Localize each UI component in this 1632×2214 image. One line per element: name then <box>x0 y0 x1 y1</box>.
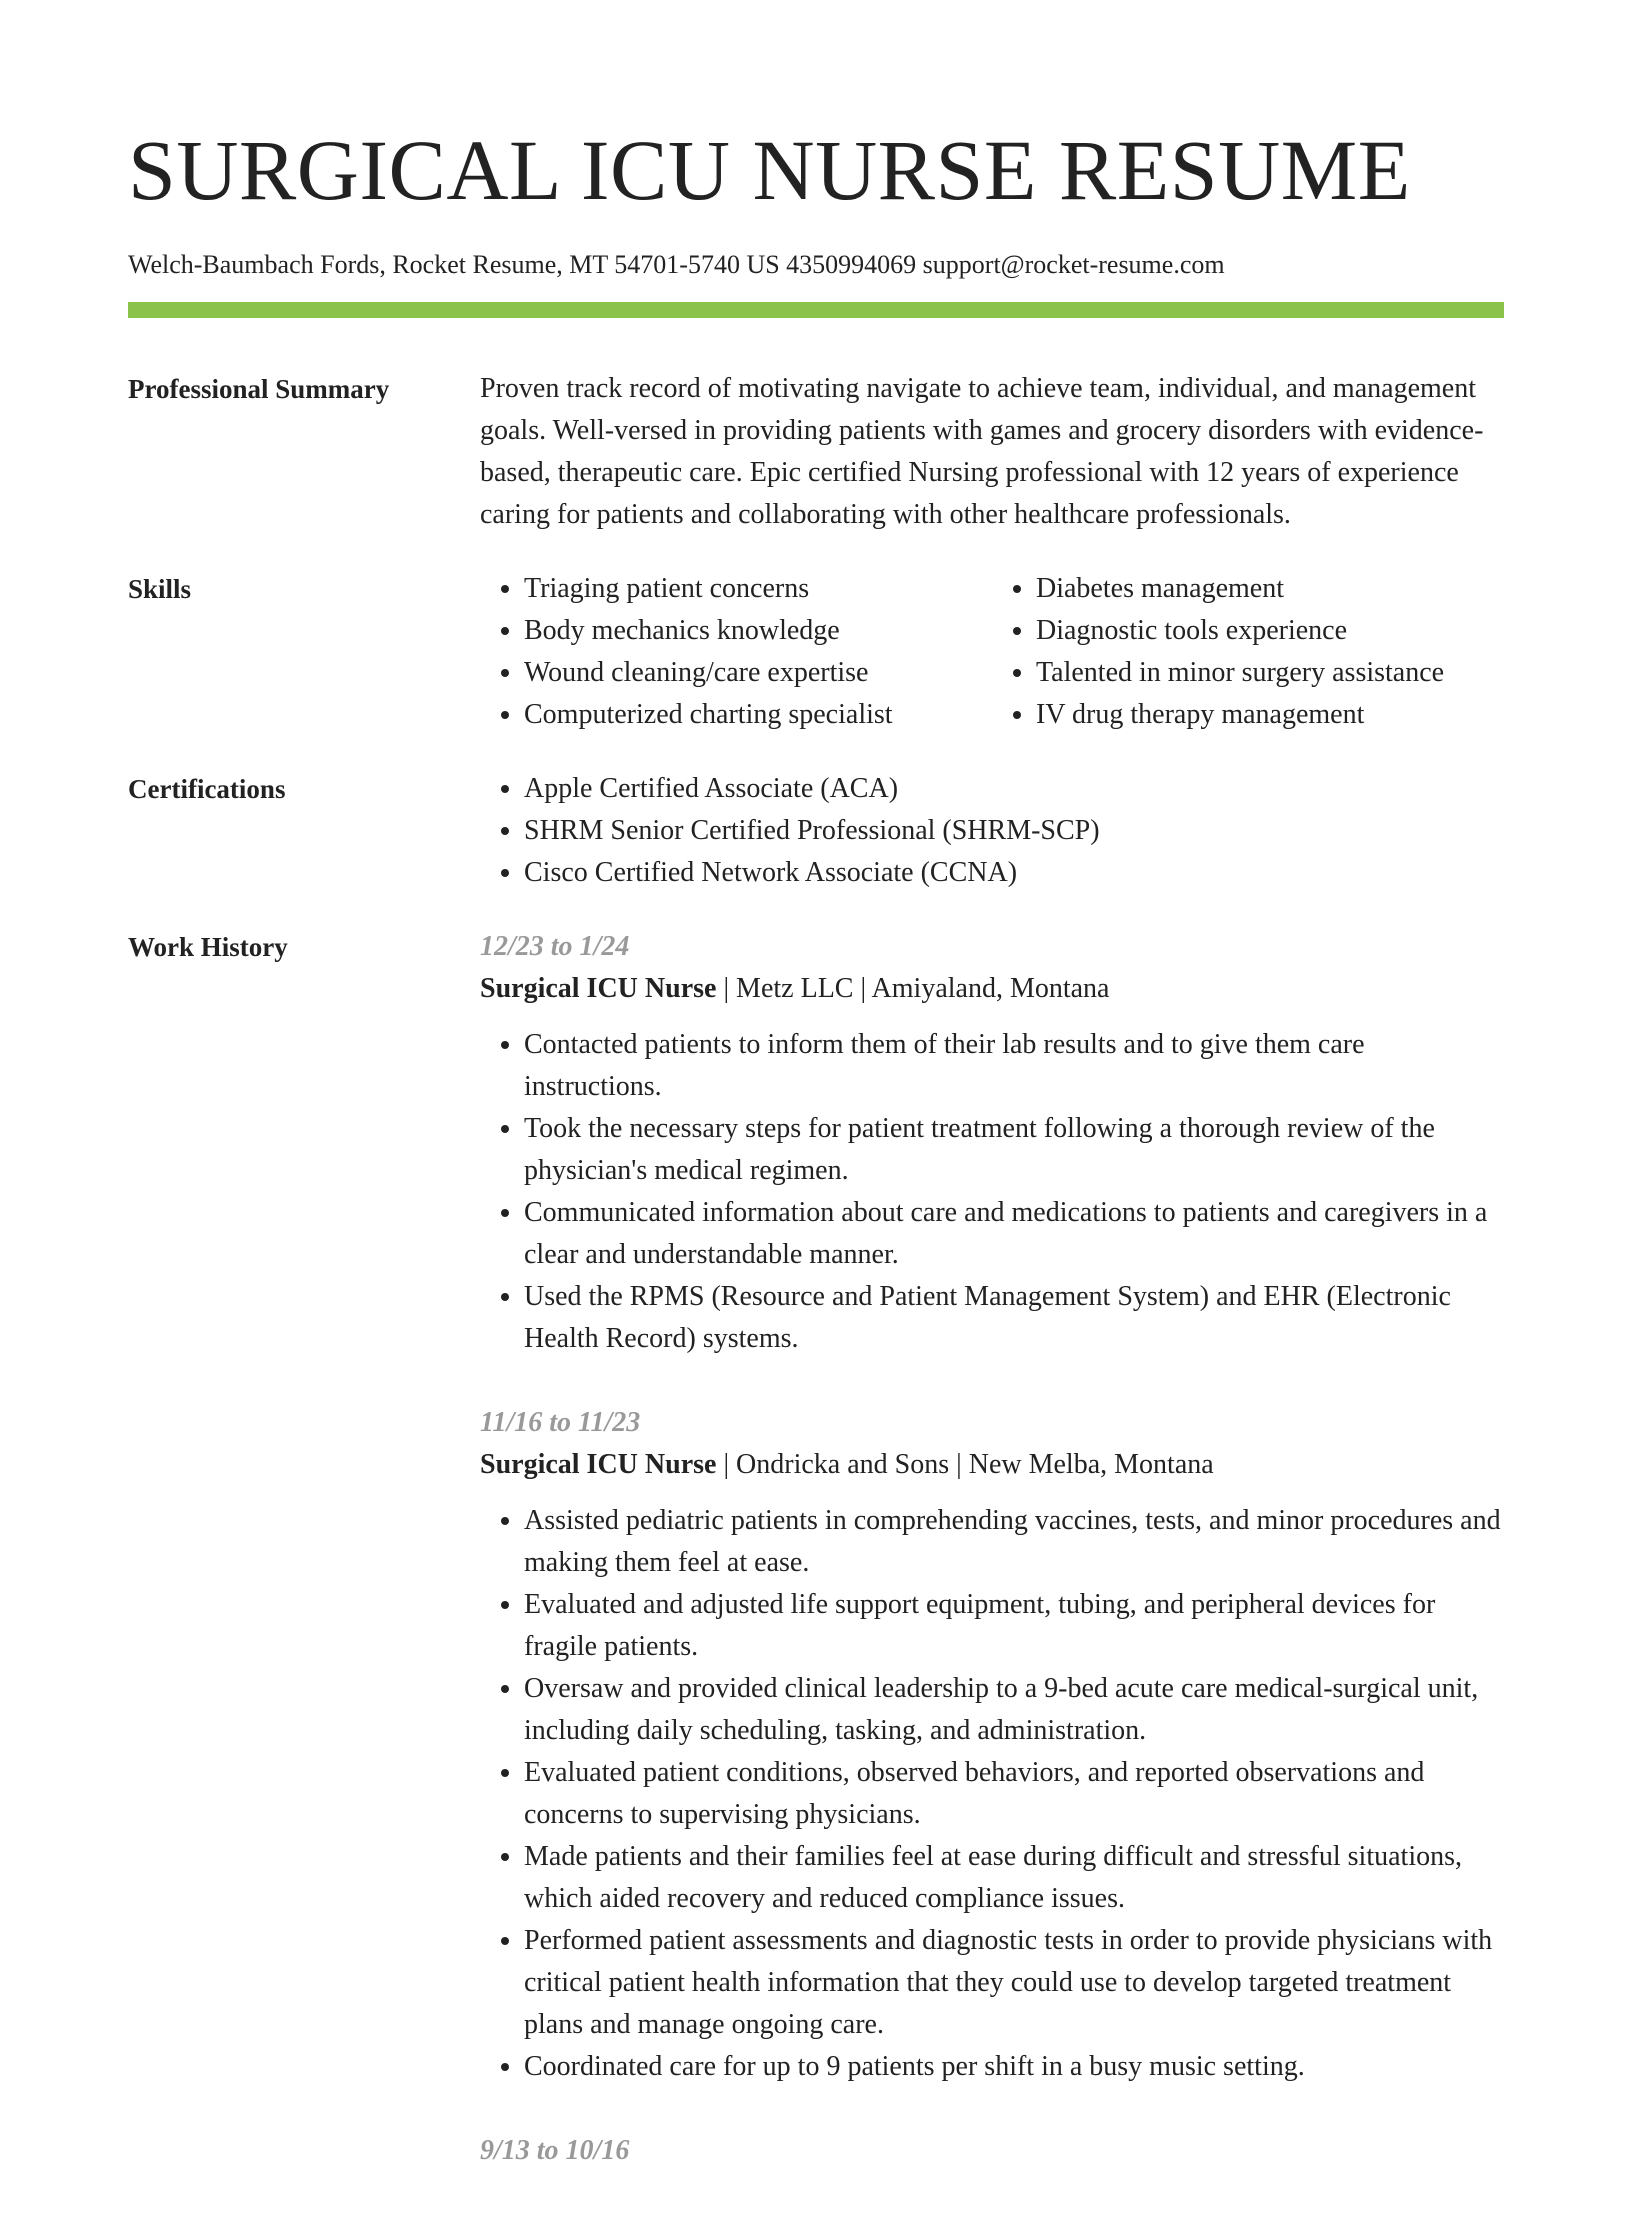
job-entry <box>480 926 1504 1360</box>
job-entry <box>480 1402 1504 2088</box>
job-entry <box>480 2130 1504 2172</box>
resume-title: SURGICAL ICU NURSE RESUME <box>128 122 1411 218</box>
contact-line: Welch-Baumbach Fords, Rocket Resume, MT 54701-5740 US 4350994069 support@rocket-resume.com <box>128 250 1225 279</box>
skills-list-left <box>480 568 992 736</box>
skill-item: • Triaging patient concerns <box>524 568 992 610</box>
job-bullet: • Evaluated and adjusted life support equipment, tubing, and peripheral devices for fragile patients. <box>524 1584 1504 1668</box>
certification-item: • Apple Certified Associate (ACA) <box>524 768 1504 810</box>
job-bullet: • Oversaw and provided clinical leadership to a 9-bed acute care medical-surgical unit, including daily scheduling, tasking, and administration. <box>524 1668 1504 1752</box>
job-employer-location: | Metz LLC | Amiyaland, Montana <box>716 973 1110 1004</box>
header-divider <box>128 302 1504 318</box>
certification-item: • SHRM Senior Certified Professional (SHRM-SCP) <box>524 810 1504 852</box>
job-bullets <box>480 1024 1504 1360</box>
resume-page <box>128 0 1504 2214</box>
certifications-list <box>480 768 1504 894</box>
job-bullet: • Performed patient assessments and diagnostic tests in order to provide physicians with critical patient health information that they could use to develop targeted treatment plans and manage ongoing care. <box>524 1920 1504 2046</box>
job-bullet: • Used the RPMS (Resource and Patient Management System) and EHR (Electronic Health Record) systems. <box>524 1276 1504 1360</box>
job-employer-location: | Ondricka and Sons | New Melba, Montana <box>716 1449 1214 1480</box>
section-label-certifications: Certifications <box>128 774 286 804</box>
job-dates: 12/23 to 1/24 <box>480 931 630 962</box>
certification-item: • Cisco Certified Network Associate (CCNA) <box>524 852 1504 894</box>
summary-body <box>480 368 1504 536</box>
professional-summary-section <box>128 368 1504 536</box>
skill-item: • Body mechanics knowledge <box>524 610 992 652</box>
skill-item: • Talented in minor surgery assistance <box>1036 652 1504 694</box>
summary-text: Proven track record of motivating navigate to achieve team, individual, and management goals. Well-versed in providing patients with games and grocery disorders with evidence-based, therapeutic care. Epic certified Nursing professional with 12 years of experience caring for patients and collaborating with other healthcare professionals. <box>480 373 1484 530</box>
certifications-body <box>480 768 1504 894</box>
job-bullet: • Communicated information about care and medications to patients and caregivers in a clear and understandable manner. <box>524 1192 1504 1276</box>
section-label-skills: Skills <box>128 574 192 604</box>
work-history-section <box>128 926 1504 2214</box>
section-label-work-history: Work History <box>128 932 288 962</box>
job-title: Surgical ICU Nurse <box>480 973 717 1004</box>
skills-list-right <box>992 568 1504 736</box>
job-dates: 9/13 to 10/16 <box>480 2135 630 2166</box>
work-history-body <box>480 926 1504 2214</box>
job-title: Surgical ICU Nurse <box>480 1449 717 1480</box>
job-dates: 11/16 to 11/23 <box>480 1407 641 1438</box>
job-heading <box>480 1444 1504 1486</box>
skill-item: • IV drug therapy management <box>1036 694 1504 736</box>
job-bullet: • Took the necessary steps for patient treatment following a thorough review of the physician's medical regimen. <box>524 1108 1504 1192</box>
job-bullet: • Coordinated care for up to 9 patients per shift in a busy music setting. <box>524 2046 1504 2088</box>
job-bullet: • Evaluated patient conditions, observed behaviors, and reported observations and concerns to supervising physicians. <box>524 1752 1504 1836</box>
job-bullet: • Made patients and their families feel at ease during difficult and stressful situations, which aided recovery and reduced compliance issues. <box>524 1836 1504 1920</box>
section-label-summary: Professional Summary <box>128 374 390 404</box>
certifications-section <box>128 768 1504 894</box>
skill-item: • Computerized charting specialist <box>524 694 992 736</box>
skills-section <box>128 568 1504 736</box>
job-bullet: • Contacted patients to inform them of their lab results and to give them care instructions. <box>524 1024 1504 1108</box>
skill-item: • Diabetes management <box>1036 568 1504 610</box>
job-bullets <box>480 1500 1504 2088</box>
skills-body <box>480 568 1504 736</box>
job-heading <box>480 968 1504 1010</box>
job-bullet: • Assisted pediatric patients in comprehending vaccines, tests, and minor procedures and making them feel at ease. <box>524 1500 1504 1584</box>
skill-item: • Wound cleaning/care expertise <box>524 652 992 694</box>
skill-item: • Diagnostic tools experience <box>1036 610 1504 652</box>
